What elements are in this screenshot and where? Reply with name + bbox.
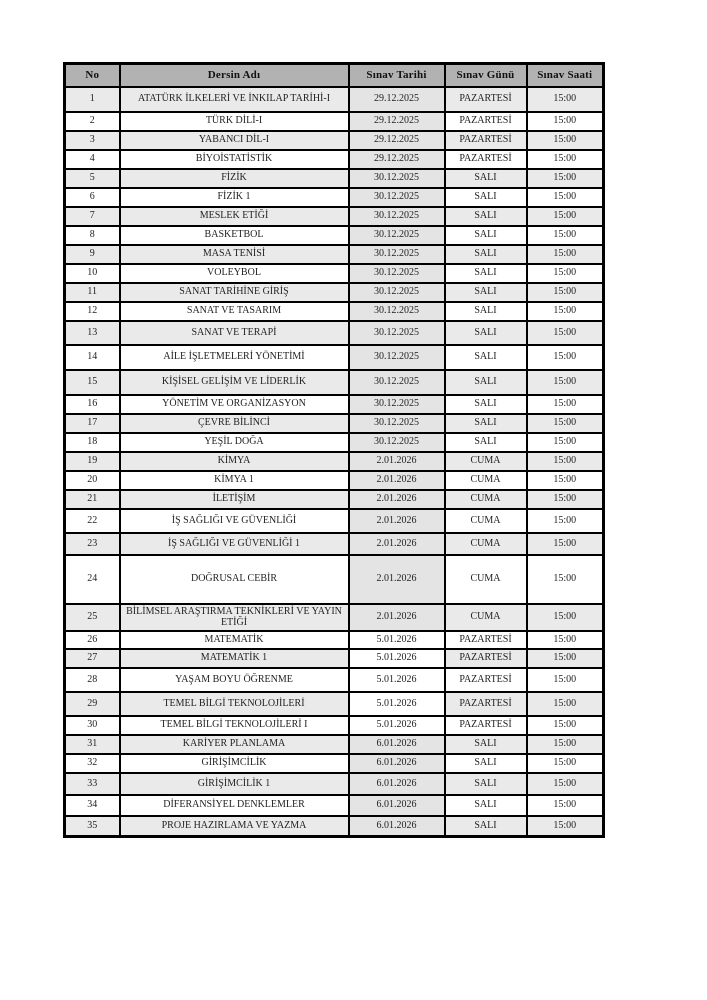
table-row — [65, 283, 604, 302]
header-no: No — [65, 64, 120, 87]
cell-no: 27 — [65, 649, 120, 668]
cell-exam-time: 15:00 — [527, 452, 604, 471]
cell-exam-date: 2.01.2026 — [349, 533, 445, 555]
cell-course-name: BASKETBOL — [120, 226, 349, 245]
table-row — [65, 433, 604, 452]
header-exam-time: Sınav Saati — [527, 64, 604, 87]
table-row — [65, 604, 604, 631]
cell-no: 25 — [65, 604, 120, 631]
table-row — [65, 321, 604, 345]
cell-exam-day: SALI — [445, 226, 527, 245]
cell-no: 8 — [65, 226, 120, 245]
cell-course-name: MATEMATİK — [120, 631, 349, 649]
table-row — [65, 555, 604, 604]
cell-no: 24 — [65, 555, 120, 604]
cell-exam-time: 15:00 — [527, 150, 604, 169]
table-row — [65, 754, 604, 773]
cell-exam-day: SALI — [445, 395, 527, 414]
cell-course-name: GİRİŞİMCİLİK — [120, 754, 349, 773]
cell-exam-time: 15:00 — [527, 509, 604, 533]
cell-exam-date: 30.12.2025 — [349, 226, 445, 245]
cell-exam-day: PAZARTESİ — [445, 131, 527, 150]
table-body — [65, 87, 604, 837]
cell-course-name: VOLEYBOL — [120, 264, 349, 283]
table-row — [65, 471, 604, 490]
cell-exam-day: PAZARTESİ — [445, 692, 527, 716]
cell-no: 35 — [65, 816, 120, 837]
cell-course-name: TEMEL BİLGİ TEKNOLOJİLERİ I — [120, 716, 349, 735]
cell-no: 33 — [65, 773, 120, 795]
cell-exam-date: 2.01.2026 — [349, 604, 445, 631]
cell-course-name: İŞ SAĞLIĞI VE GÜVENLİĞİ — [120, 509, 349, 533]
exam-schedule-table — [63, 62, 605, 838]
cell-exam-time: 15:00 — [527, 245, 604, 264]
cell-course-name: İLETİŞİM — [120, 490, 349, 509]
cell-exam-date: 6.01.2026 — [349, 735, 445, 754]
table-row — [65, 631, 604, 649]
cell-course-name: KİMYA — [120, 452, 349, 471]
cell-exam-date: 30.12.2025 — [349, 169, 445, 188]
cell-course-name: DOĞRUSAL CEBİR — [120, 555, 349, 604]
cell-course-name: ÇEVRE BİLİNCİ — [120, 414, 349, 433]
cell-exam-date: 5.01.2026 — [349, 649, 445, 668]
cell-no: 34 — [65, 795, 120, 816]
cell-exam-date: 6.01.2026 — [349, 795, 445, 816]
cell-exam-day: CUMA — [445, 555, 527, 604]
cell-exam-date: 6.01.2026 — [349, 773, 445, 795]
cell-no: 22 — [65, 509, 120, 533]
cell-exam-time: 15:00 — [527, 604, 604, 631]
cell-exam-day: PAZARTESİ — [445, 112, 527, 131]
cell-no: 6 — [65, 188, 120, 207]
cell-exam-date: 6.01.2026 — [349, 816, 445, 837]
cell-exam-date: 5.01.2026 — [349, 631, 445, 649]
cell-exam-date: 30.12.2025 — [349, 433, 445, 452]
cell-no: 5 — [65, 169, 120, 188]
cell-course-name: SANAT TARİHİNE GİRİŞ — [120, 283, 349, 302]
cell-exam-time: 15:00 — [527, 264, 604, 283]
cell-exam-date: 30.12.2025 — [349, 207, 445, 226]
table-row — [65, 795, 604, 816]
cell-no: 2 — [65, 112, 120, 131]
cell-exam-date: 30.12.2025 — [349, 321, 445, 345]
cell-exam-time: 15:00 — [527, 631, 604, 649]
cell-course-name: YÖNETİM VE ORGANİZASYON — [120, 395, 349, 414]
table-row — [65, 131, 604, 150]
cell-exam-day: SALI — [445, 302, 527, 321]
cell-exam-day: CUMA — [445, 471, 527, 490]
cell-exam-time: 15:00 — [527, 471, 604, 490]
header-course-name: Dersin Adı — [120, 64, 349, 87]
table-header-row — [65, 64, 604, 87]
cell-exam-time: 15:00 — [527, 414, 604, 433]
cell-course-name: PROJE HAZIRLAMA VE YAZMA — [120, 816, 349, 837]
cell-exam-date: 2.01.2026 — [349, 490, 445, 509]
header-exam-date: Sınav Tarihi — [349, 64, 445, 87]
table-row — [65, 264, 604, 283]
cell-no: 30 — [65, 716, 120, 735]
cell-exam-time: 15:00 — [527, 283, 604, 302]
cell-exam-day: CUMA — [445, 490, 527, 509]
cell-exam-time: 15:00 — [527, 345, 604, 370]
table-row — [65, 245, 604, 264]
cell-exam-day: SALI — [445, 345, 527, 370]
cell-course-name: SANAT VE TERAPİ — [120, 321, 349, 345]
cell-exam-time: 15:00 — [527, 321, 604, 345]
cell-exam-time: 15:00 — [527, 188, 604, 207]
cell-exam-day: SALI — [445, 433, 527, 452]
cell-course-name: İŞ SAĞLIĞI VE GÜVENLİĞİ 1 — [120, 533, 349, 555]
cell-exam-time: 15:00 — [527, 795, 604, 816]
cell-exam-day: SALI — [445, 207, 527, 226]
cell-no: 4 — [65, 150, 120, 169]
cell-exam-time: 15:00 — [527, 112, 604, 131]
cell-no: 29 — [65, 692, 120, 716]
cell-exam-day: SALI — [445, 264, 527, 283]
table-row — [65, 370, 604, 395]
cell-exam-day: SALI — [445, 816, 527, 837]
cell-no: 18 — [65, 433, 120, 452]
table-row — [65, 735, 604, 754]
table-row — [65, 150, 604, 169]
table-row — [65, 188, 604, 207]
cell-exam-day: PAZARTESİ — [445, 631, 527, 649]
cell-exam-day: SALI — [445, 370, 527, 395]
cell-exam-day: SALI — [445, 245, 527, 264]
cell-no: 21 — [65, 490, 120, 509]
cell-no: 16 — [65, 395, 120, 414]
table-row — [65, 649, 604, 668]
cell-course-name: DİFERANSİYEL DENKLEMLER — [120, 795, 349, 816]
table-row — [65, 207, 604, 226]
cell-exam-time: 15:00 — [527, 87, 604, 112]
cell-exam-date: 5.01.2026 — [349, 692, 445, 716]
cell-exam-day: SALI — [445, 414, 527, 433]
cell-exam-date: 2.01.2026 — [349, 452, 445, 471]
cell-course-name: MASA TENİSİ — [120, 245, 349, 264]
cell-exam-day: PAZARTESİ — [445, 668, 527, 692]
cell-exam-date: 30.12.2025 — [349, 283, 445, 302]
cell-course-name: TEMEL BİLGİ TEKNOLOJİLERİ — [120, 692, 349, 716]
cell-exam-time: 15:00 — [527, 816, 604, 837]
cell-exam-time: 15:00 — [527, 555, 604, 604]
cell-exam-date: 30.12.2025 — [349, 414, 445, 433]
cell-exam-date: 30.12.2025 — [349, 245, 445, 264]
cell-exam-time: 15:00 — [527, 433, 604, 452]
cell-exam-date: 30.12.2025 — [349, 264, 445, 283]
cell-course-name: FİZİK 1 — [120, 188, 349, 207]
table-row — [65, 302, 604, 321]
table-row — [65, 226, 604, 245]
cell-exam-time: 15:00 — [527, 302, 604, 321]
cell-no: 28 — [65, 668, 120, 692]
table-row — [65, 345, 604, 370]
cell-course-name: TÜRK DİLİ-I — [120, 112, 349, 131]
cell-exam-time: 15:00 — [527, 773, 604, 795]
cell-exam-date: 29.12.2025 — [349, 112, 445, 131]
cell-exam-date: 2.01.2026 — [349, 471, 445, 490]
cell-exam-day: PAZARTESİ — [445, 87, 527, 112]
cell-course-name: YAŞAM BOYU ÖĞRENME — [120, 668, 349, 692]
cell-course-name: GİRİŞİMCİLİK 1 — [120, 773, 349, 795]
cell-exam-time: 15:00 — [527, 649, 604, 668]
cell-course-name: BİYOİSTATİSTİK — [120, 150, 349, 169]
cell-course-name: KİŞİSEL GELİŞİM VE LİDERLİK — [120, 370, 349, 395]
cell-exam-time: 15:00 — [527, 169, 604, 188]
cell-exam-day: SALI — [445, 754, 527, 773]
cell-exam-date: 30.12.2025 — [349, 345, 445, 370]
cell-exam-time: 15:00 — [527, 668, 604, 692]
table-row — [65, 490, 604, 509]
cell-course-name: MATEMATİK 1 — [120, 649, 349, 668]
table-row — [65, 509, 604, 533]
cell-course-name: YABANCI DİL-I — [120, 131, 349, 150]
cell-course-name: KİMYA 1 — [120, 471, 349, 490]
cell-exam-day: PAZARTESİ — [445, 716, 527, 735]
cell-exam-day: SALI — [445, 321, 527, 345]
cell-exam-date: 2.01.2026 — [349, 509, 445, 533]
cell-exam-day: SALI — [445, 283, 527, 302]
table-row — [65, 773, 604, 795]
cell-no: 14 — [65, 345, 120, 370]
cell-no: 7 — [65, 207, 120, 226]
cell-exam-date: 30.12.2025 — [349, 395, 445, 414]
cell-exam-time: 15:00 — [527, 131, 604, 150]
cell-exam-day: CUMA — [445, 604, 527, 631]
cell-exam-day: SALI — [445, 735, 527, 754]
cell-course-name: YEŞİL DOĞA — [120, 433, 349, 452]
cell-exam-date: 29.12.2025 — [349, 87, 445, 112]
cell-exam-day: CUMA — [445, 533, 527, 555]
cell-exam-time: 15:00 — [527, 370, 604, 395]
cell-exam-time: 15:00 — [527, 533, 604, 555]
cell-no: 13 — [65, 321, 120, 345]
table-row — [65, 816, 604, 837]
table-row — [65, 716, 604, 735]
cell-exam-time: 15:00 — [527, 226, 604, 245]
cell-no: 32 — [65, 754, 120, 773]
table-row — [65, 87, 604, 112]
cell-no: 26 — [65, 631, 120, 649]
cell-exam-date: 2.01.2026 — [349, 555, 445, 604]
table-row — [65, 533, 604, 555]
cell-course-name: MESLEK ETİĞİ — [120, 207, 349, 226]
cell-exam-date: 6.01.2026 — [349, 754, 445, 773]
cell-exam-day: SALI — [445, 795, 527, 816]
cell-exam-time: 15:00 — [527, 395, 604, 414]
cell-exam-time: 15:00 — [527, 754, 604, 773]
cell-exam-day: CUMA — [445, 509, 527, 533]
cell-exam-time: 15:00 — [527, 735, 604, 754]
cell-course-name: KARİYER PLANLAMA — [120, 735, 349, 754]
cell-no: 3 — [65, 131, 120, 150]
cell-course-name: AİLE İŞLETMELERİ YÖNETİMİ — [120, 345, 349, 370]
cell-course-name: SANAT VE TASARIM — [120, 302, 349, 321]
cell-exam-date: 5.01.2026 — [349, 716, 445, 735]
cell-course-name: BİLİMSEL ARAŞTIRMA TEKNİKLERİ VE YAYIN ETİĞİ — [120, 604, 349, 631]
cell-exam-date: 30.12.2025 — [349, 302, 445, 321]
cell-exam-date: 30.12.2025 — [349, 370, 445, 395]
cell-exam-day: SALI — [445, 188, 527, 207]
cell-no: 1 — [65, 87, 120, 112]
table-row — [65, 668, 604, 692]
cell-exam-date: 30.12.2025 — [349, 188, 445, 207]
cell-exam-time: 15:00 — [527, 490, 604, 509]
table-row — [65, 692, 604, 716]
cell-exam-date: 29.12.2025 — [349, 150, 445, 169]
cell-no: 23 — [65, 533, 120, 555]
cell-exam-date: 5.01.2026 — [349, 668, 445, 692]
cell-no: 20 — [65, 471, 120, 490]
table-row — [65, 112, 604, 131]
cell-exam-day: CUMA — [445, 452, 527, 471]
table-row — [65, 452, 604, 471]
cell-exam-day: PAZARTESİ — [445, 649, 527, 668]
table-row — [65, 395, 604, 414]
cell-exam-day: PAZARTESİ — [445, 150, 527, 169]
cell-no: 15 — [65, 370, 120, 395]
table-row — [65, 169, 604, 188]
cell-no: 31 — [65, 735, 120, 754]
cell-no: 9 — [65, 245, 120, 264]
cell-exam-time: 15:00 — [527, 692, 604, 716]
cell-no: 19 — [65, 452, 120, 471]
table-row — [65, 414, 604, 433]
cell-no: 11 — [65, 283, 120, 302]
cell-exam-time: 15:00 — [527, 207, 604, 226]
cell-exam-date: 29.12.2025 — [349, 131, 445, 150]
cell-course-name: ATATÜRK İLKELERİ VE İNKILAP TARİHİ-I — [120, 87, 349, 112]
cell-no: 10 — [65, 264, 120, 283]
cell-exam-time: 15:00 — [527, 716, 604, 735]
cell-course-name: FİZİK — [120, 169, 349, 188]
header-exam-day: Sınav Günü — [445, 64, 527, 87]
cell-no: 17 — [65, 414, 120, 433]
cell-exam-day: SALI — [445, 169, 527, 188]
cell-exam-day: SALI — [445, 773, 527, 795]
cell-no: 12 — [65, 302, 120, 321]
